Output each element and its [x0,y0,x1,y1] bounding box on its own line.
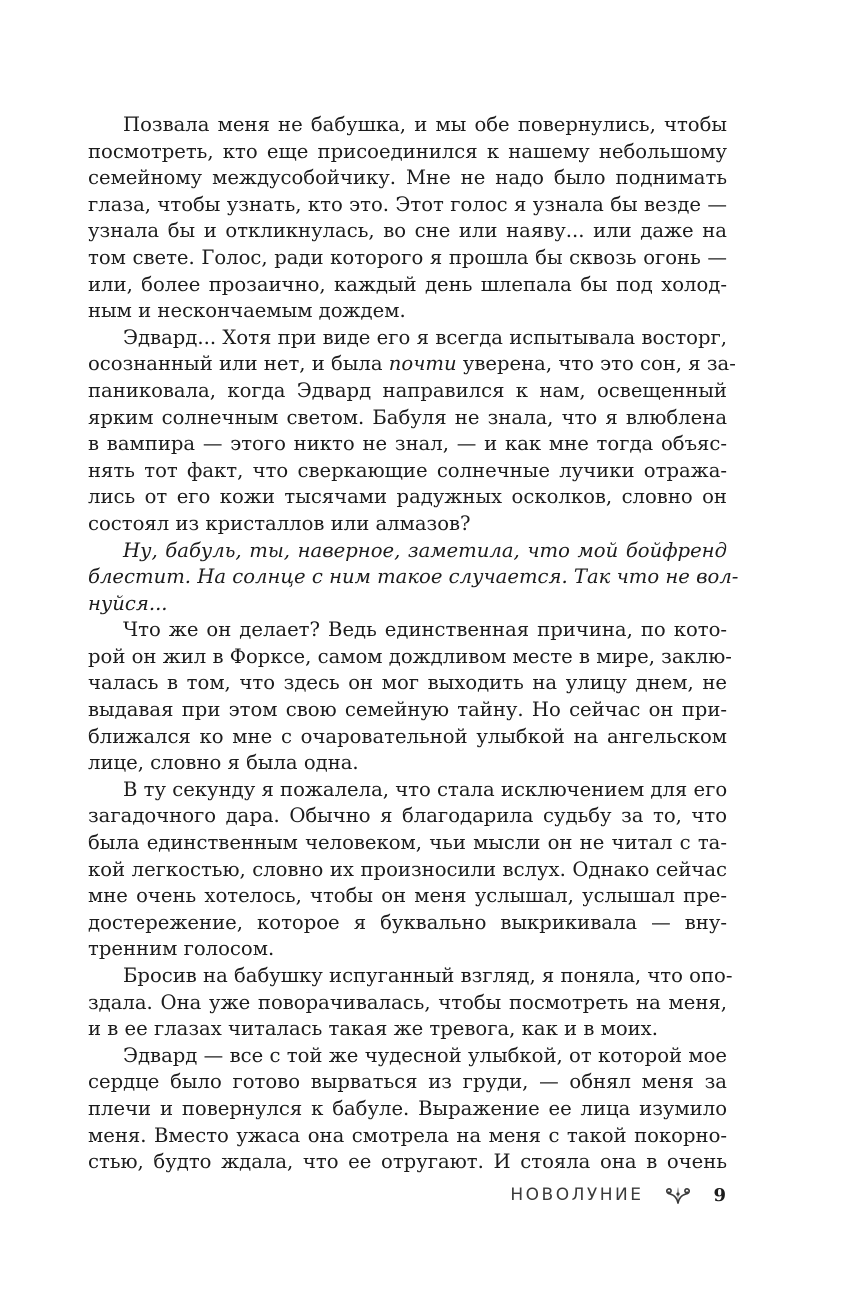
text-line: меня. Вместо ужаса она смотрела на меня с такой покорно- [88,1123,727,1147]
text-line: глаза, чтобы узнать, кто это. Этот голос я узнала бы везде — [88,192,727,216]
text-line: ближался ко мне с очаровательной улыбкой на ангельском [88,724,727,748]
text-line: рой он жил в Форксе, самом дождливом месте в мире, заклю- [88,644,732,668]
page-body [88,112,739,1176]
text-line: была единственным человеком, чьи мысли он не читал с та- [88,831,727,855]
text-line: достережение, которое я буквально выкрикивала — вну- [88,910,727,934]
text-line: осознанный или нет, и была почти уверена, что это сон, я за- [88,352,736,376]
italic-paragraph [88,538,739,618]
text-line: состоял из кристаллов или алмазов? [88,511,471,535]
paragraph [88,617,732,777]
text-line: здала. Она уже поворачивалась, чтобы посмотреть на меня, [88,990,727,1014]
text-line: стью, будто ждала, что ее отругают. И стояла она в очень [88,1150,727,1174]
text-line: том свете. Голос, ради которого я прошла бы сквозь огонь — [88,245,727,269]
paragraph [88,777,727,963]
paragraph [88,963,733,1043]
text-line: в вампира — этого никто не знал, — и как мне тогда объяс- [88,432,727,456]
text-line: В ту секунду я пожалела, что стала исключением для его [123,777,728,801]
text-line: тренним голосом. [88,937,275,961]
text-line: Бросив на бабушку испуганный взгляд, я поняла, что опо- [123,964,733,987]
text-line: чалась в том, что здесь он мог выходить на улицу днем, не [88,671,727,695]
text-line: лице, словно я была одна. [88,751,359,775]
text-line: лись от его кожи тысячами радужных осколков, словно он [88,485,727,509]
text-line: выдавая при этом свою семейную тайну. Но сейчас он при- [88,698,727,722]
text-line: ярким солнечным светом. Бабуля не знала, что я влюблена [88,405,727,429]
text-line: кой легкостью, словно их произносили вслух. Однако сейчас [88,857,727,881]
emphasis-text: почти [388,352,457,376]
text-line: загадочного дара. Обычно я благодарила судьбу за то, что [88,804,727,828]
text-line: Позвала меня не бабушка, и мы обе повернулись, чтобы [123,113,727,136]
text-line: Эдвард — все с той же чудесной улыбкой, от которой мое [123,1043,727,1067]
text-line: Что же он делает? Ведь единственная причина, по кото- [123,618,727,642]
text-line: узнала бы и откликнулась, во сне или наяву... или даже на [88,219,727,243]
paragraph [88,112,727,325]
text-line: блестит. На солнце с ним такое случается. Так что не вол- [88,565,739,589]
running-title: НОВОЛУНИЕ [510,1185,644,1205]
text-line: Эдвард... Хотя при виде его я всегда испытывала восторг, [123,325,727,349]
paragraph [88,325,736,538]
text-line: мне очень хотелось, чтобы он меня услышал, услышал пре- [88,884,727,908]
text-line: плечи и повернулся к бабуле. Выражение ее лица изумило [88,1096,727,1120]
page-footer [88,1180,727,1210]
page-number: 9 [713,1184,726,1206]
fleuron-icon [665,1185,691,1205]
paragraph [88,1043,727,1176]
text-line: паниковала, когда Эдвард направился к нам, освещенный [88,378,727,402]
text-line: и в ее глазах читалась такая же тревога, как и в моих. [88,1017,658,1041]
text-line: Ну, бабуль, ты, наверное, заметила, что мой бойфренд [123,538,727,562]
text-line: нуйся... [88,591,168,615]
text-line: нять тот факт, что сверкающие солнечные лучики отража- [88,458,727,482]
text-line: сердце было готово вырваться из груди, — обнял меня за [88,1070,727,1094]
text-line: ным и нескончаемым дождем. [88,299,406,323]
text-line: или, более прозаично, каждый день шлепала бы под холод- [88,272,727,296]
text-line: семейному междусобойчику. Мне не надо было поднимать [88,166,727,190]
text-line: посмотреть, кто еще присоединился к нашему небольшому [88,139,727,163]
